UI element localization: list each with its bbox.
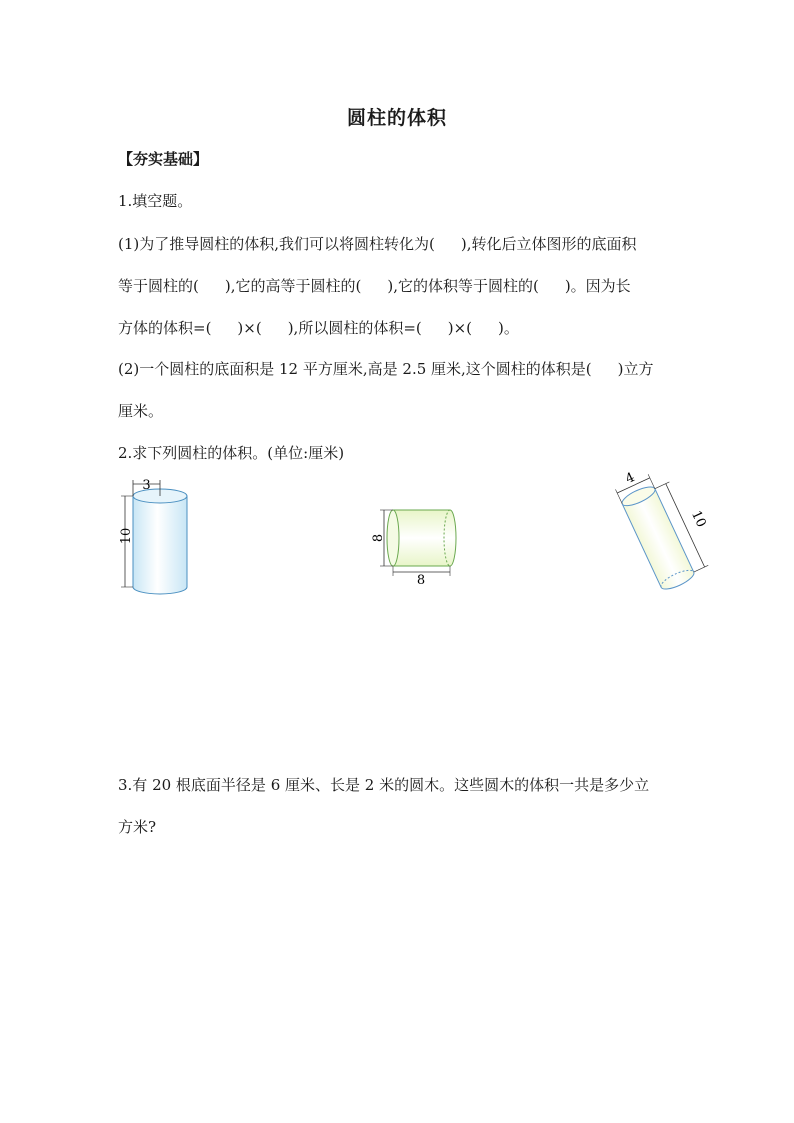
cylinder-end xyxy=(387,510,399,566)
cylinder-figure-2 xyxy=(368,500,468,590)
cylinder-figure-3 xyxy=(610,466,730,602)
q1-text: )×( xyxy=(447,319,473,337)
q1-text: )。因为长 xyxy=(564,277,631,295)
dimension-tick xyxy=(694,565,709,572)
height-label: 10 xyxy=(119,527,134,545)
q1-text: 方体的体积=( xyxy=(118,319,212,337)
q1-heading: 1.填空题。 xyxy=(118,192,193,210)
height-label: 10 xyxy=(688,508,709,530)
q1-text: (2)一个圆柱的底面积是 12 平方厘米,高是 2.5 厘米,这个圆柱的体积是( xyxy=(118,360,592,378)
q2-heading: 2.求下列圆柱的体积。(单位:厘米) xyxy=(118,444,345,462)
q1-text: ),所以圆柱的体积=( xyxy=(287,319,422,337)
q3-line2: 方米? xyxy=(118,818,157,836)
cylinder-figure-1 xyxy=(112,472,202,598)
dimension-tick xyxy=(655,482,670,489)
q1-text: )立方 xyxy=(617,360,654,378)
radius-label: 3 xyxy=(142,478,151,493)
q1-text: (1)为了推导圆柱的体积,我们可以将圆柱转化为( xyxy=(118,235,435,253)
height-label: 8 xyxy=(371,533,386,543)
q1-part2-line1 xyxy=(118,358,654,379)
dimension-tick xyxy=(615,489,622,504)
cylinder-body xyxy=(393,510,456,566)
q1-part1-line1 xyxy=(118,233,637,254)
q3-line1: 3.有 20 根底面半径是 6 厘米、长是 2 米的圆木。这些圆木的体积一共是多少立 xyxy=(118,776,650,794)
q1-part1-line3 xyxy=(118,317,519,338)
q1-text: 等于圆柱的( xyxy=(118,277,199,295)
q1-text: ),它的高等于圆柱的( xyxy=(224,277,362,295)
q1-part2-line2: 厘米。 xyxy=(118,402,164,420)
section-heading: 【夯实基础】 xyxy=(118,150,209,168)
q1-text: )。 xyxy=(498,319,519,337)
q1-text: ),它的体积等于圆柱的( xyxy=(387,277,539,295)
q1-part1-line2 xyxy=(118,275,631,296)
q1-text: ),转化后立体图形的底面积 xyxy=(460,235,637,253)
cylinder-body xyxy=(133,496,187,594)
diameter-label: 4 xyxy=(623,470,638,488)
q1-text: )×( xyxy=(237,319,262,337)
page-title: 圆柱的体积 xyxy=(346,107,447,129)
length-label: 8 xyxy=(416,573,426,588)
